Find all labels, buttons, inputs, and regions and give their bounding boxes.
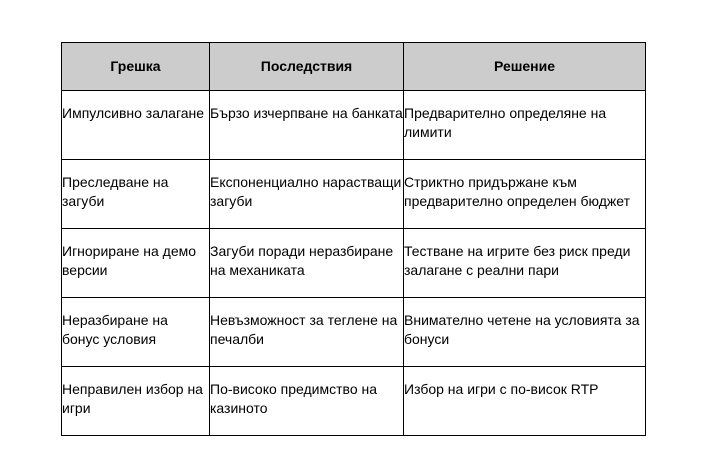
cell-solution: [404, 367, 646, 436]
header-solution: Решение: [404, 43, 646, 91]
cell-consequences: [210, 91, 404, 160]
header-mistake: Грешка: [62, 43, 210, 91]
cell-mistake: [62, 229, 210, 298]
cell-consequences: [210, 298, 404, 367]
cell-text: Тестване на игрите без риск преди залагане с реални пари: [404, 243, 631, 278]
cell-text: Невъзможност за теглене на печалби: [210, 312, 398, 347]
table-row: [62, 160, 646, 229]
cell-text: Неправилен избор на игри: [62, 381, 203, 416]
cell-text: Експоненциално нарастващи загуби: [210, 174, 402, 209]
cell-text: Предварително определяне на лимити: [404, 105, 607, 140]
cell-text: Игнориране на демо версии: [62, 243, 197, 278]
mistakes-table: [61, 42, 646, 436]
table-row: [62, 229, 646, 298]
cell-solution: [404, 160, 646, 229]
table-row: [62, 91, 646, 160]
cell-consequences: [210, 160, 404, 229]
cell-text: Загуби поради неразбиране на механиката: [210, 243, 394, 278]
cell-text: Преследване на загуби: [62, 174, 169, 209]
cell-text: Стриктно придържане към предварително определен бюджет: [404, 174, 631, 209]
table-row: [62, 367, 646, 436]
cell-mistake: [62, 91, 210, 160]
header-consequences: Последствия: [210, 43, 404, 91]
cell-solution: [404, 91, 646, 160]
cell-text: Бързо изчерпване на банката: [210, 105, 403, 121]
cell-text: Импулсивно залагане: [62, 105, 205, 121]
cell-solution: [404, 229, 646, 298]
table-row: [62, 298, 646, 367]
cell-mistake: [62, 160, 210, 229]
cell-consequences: [210, 367, 404, 436]
cell-text: Неразбиране на бонус условия: [62, 312, 168, 347]
cell-text: Избор на игри с по-висок RTP: [404, 381, 599, 397]
cell-mistake: [62, 367, 210, 436]
cell-mistake: [62, 298, 210, 367]
table-header-row: [62, 43, 646, 91]
cell-consequences: [210, 229, 404, 298]
cell-text: По-високо предимство на казиното: [210, 381, 378, 416]
cell-solution: [404, 298, 646, 367]
cell-text: Внимателно четене на условията за бонуси: [404, 312, 640, 347]
